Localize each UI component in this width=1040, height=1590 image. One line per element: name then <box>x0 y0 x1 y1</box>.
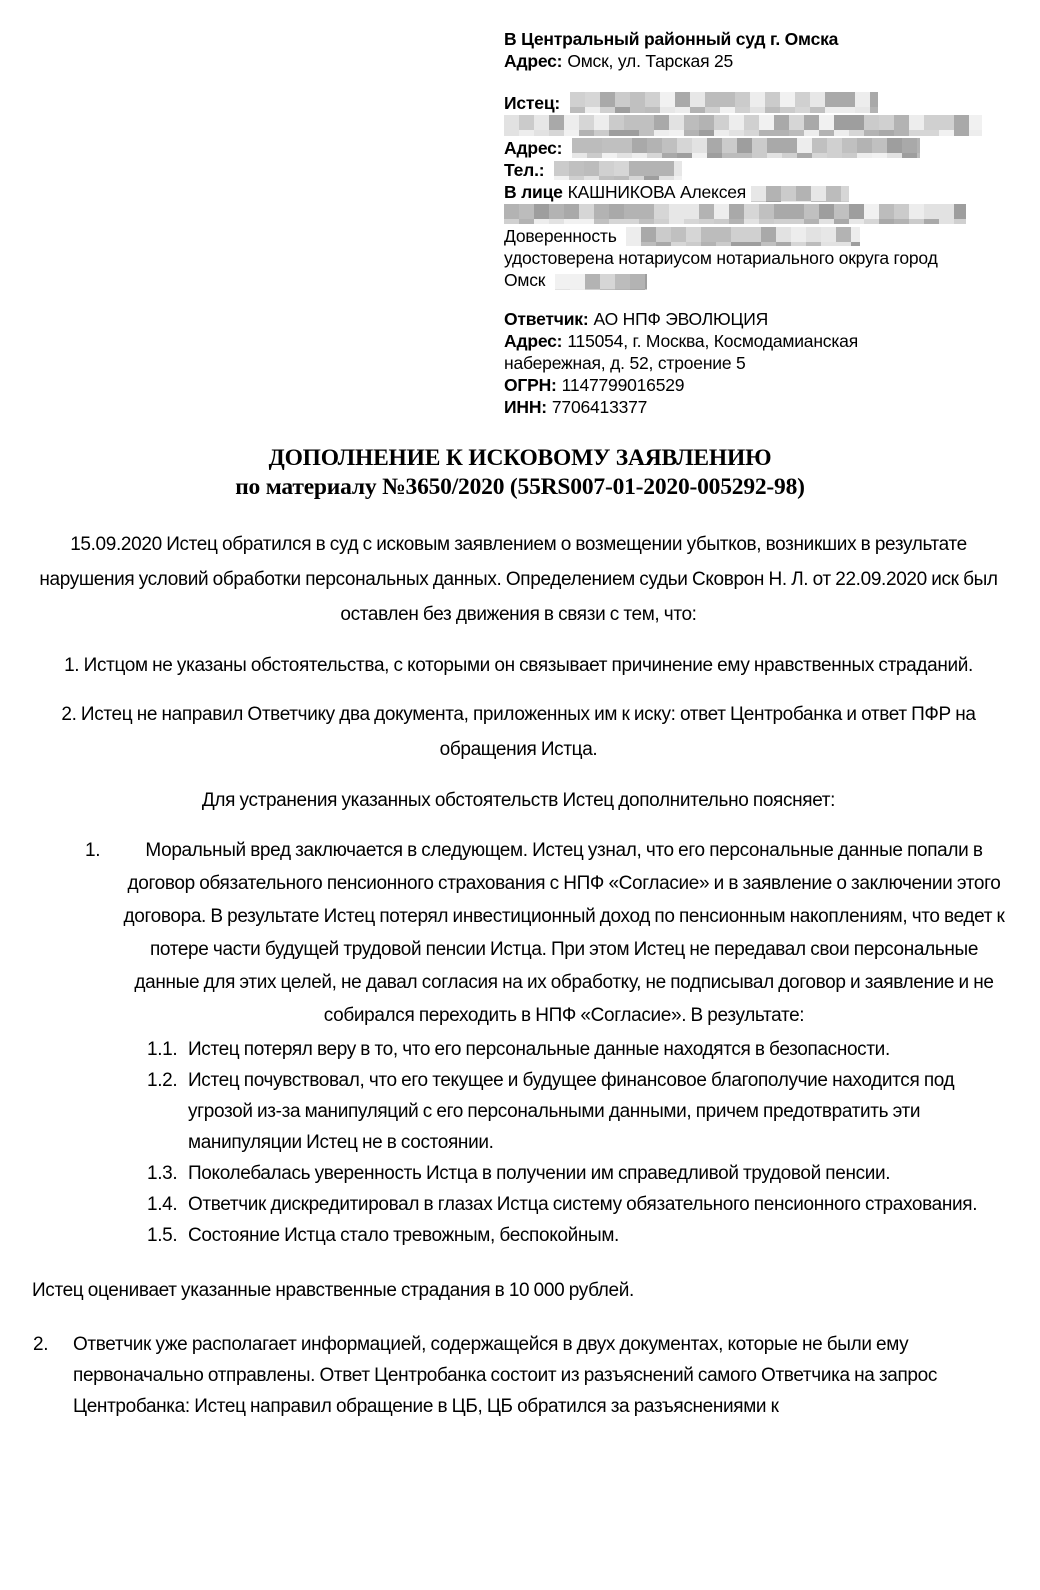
defect-paragraph-1: 1. Истцом не указаны обстоятельства, с которыми он связывает причинение ему нравственных страданий. <box>64 655 973 676</box>
poa-city-redaction <box>555 274 647 290</box>
plaintiff-address-line <box>504 137 990 159</box>
plaintiff-phone-redaction <box>554 161 682 180</box>
sublist <box>147 1034 1005 1251</box>
plaintiff-line <box>504 92 990 114</box>
court-address-label: Адрес: <box>504 51 563 71</box>
sublist-item-1-3-number: 1.3. <box>147 1163 178 1184</box>
representative-label: В лице <box>504 182 563 202</box>
plaintiff-address-label: Адрес: <box>504 138 563 158</box>
document-title-line2: по материалу №3650/2020 (55RS007-01-2020-005292-98) <box>235 474 805 500</box>
poa-city-line <box>504 269 990 291</box>
sublist-item-1-1-text: Истец потерял веру в то, что его персональные данные находятся в безопасности. <box>188 1039 890 1060</box>
poa-redaction <box>626 227 860 246</box>
sublist-item-1-2-number: 1.2. <box>147 1070 178 1091</box>
plaintiff-label: Истец: <box>504 93 560 113</box>
sublist-item-1-4 <box>147 1189 1005 1220</box>
sublist-item-1-4-text: Ответчик дискредитировал в глазах Истца систему обязательного пенсионного страхования. <box>188 1194 978 1215</box>
court-address-line <box>504 50 990 72</box>
defendant-label: Ответчик: <box>504 309 589 329</box>
sublist-item-1-1 <box>147 1034 1005 1065</box>
document-title-line1: ДОПОЛНЕНИЕ К ИСКОВОМУ ЗАЯВЛЕНИЮ <box>268 445 772 471</box>
poa-notary-line: удостоверена нотариусом нотариального округа город <box>504 248 938 268</box>
representative-redaction <box>751 186 849 202</box>
intro-paragraph: 15.09.2020 Истец обратился в суд с исковым заявлением о возмещении убытков, возникших в результате нарушения условий обработки персональных данных. Определением судьи Сковрон Н. Л. от 22.09.2020 иск был оставлен без движения в связи с тем, что: <box>39 534 998 625</box>
poa-label: Доверенность <box>504 226 617 246</box>
defendant-line <box>504 308 990 330</box>
plaintiff-address-redaction <box>572 138 920 158</box>
sublist-item-1-3 <box>147 1158 1005 1189</box>
ogrn-value: 1147799016529 <box>561 375 685 395</box>
list-item-1-text: Моральный вред заключается в следующем. Истец узнал, что его персональные данные попали в договор обязательного пенсионного страхования с НПФ «Согласие» и в заявление о заключении этого договора. В результате Истец потерял инвестиционный доход по пенсионным накоплениям, что ведет к потере части будущей трудовой пенсии Истца. При этом Истец не передавал свои персональные данные для этих целей, не давал согласия на их обработку, не подписывал договор и заявление и не собирался переходить в НПФ «Согласие». В результате: <box>123 840 1005 1026</box>
ogrn-line <box>504 374 990 396</box>
representative-redaction-row <box>504 204 966 224</box>
sublist-item-1-2 <box>147 1065 1005 1158</box>
court-address-value: Омск, ул. Тарская 25 <box>567 51 734 71</box>
list-item-1-number: 1. <box>85 840 101 861</box>
list-item-2-text: Ответчик уже располагает информацией, содержащейся в двух документах, которые не были ему первоначально отправлены. Ответ Центробанка состоит из разъяснений самого Ответчика на запрос Центробанка: Истец направил обращение в ЦБ, ЦБ обратился за разъяснениями к <box>73 1334 938 1417</box>
spacer <box>504 72 990 92</box>
sublist-item-1-5-text: Состояние Истца стало тревожным, беспокойным. <box>188 1225 619 1246</box>
court-name: В Центральный районный суд г. Омска <box>504 29 839 49</box>
sublist-item-1-3-text: Поколебалась уверенность Истца в получении им справедливой трудовой пенсии. <box>188 1163 891 1184</box>
plaintiff-redaction <box>570 92 878 113</box>
plaintiff-redaction-row <box>504 115 982 136</box>
poa-line <box>504 225 990 247</box>
defendant-name: АО НПФ ЭВОЛЮЦИЯ <box>593 309 769 329</box>
representative-line <box>504 181 990 203</box>
inn-label: ИНН: <box>504 397 547 417</box>
sublist-item-1-2-text: Истец почувствовал, что его текущее и будущее финансовое благополучие находится под угрозой из-за манипуляций с его персональными данными, причем предотвратить эти манипуляции Истец не в состоянии. <box>188 1070 955 1153</box>
list-item-2 <box>32 1329 1005 1422</box>
inn-value: 7706413377 <box>551 397 648 417</box>
ogrn-label: ОГРН: <box>504 375 557 395</box>
defect-paragraph-2: 2. Истец не направил Ответчику два документа, приложенных им к иску: ответ Центробанка и ответ ПФР на обращения Истца. <box>61 704 976 760</box>
representative-name: КАШНИКОВА Алексея <box>567 182 747 202</box>
plaintiff-phone-label: Тел.: <box>504 160 545 180</box>
sublist-item-1-5 <box>147 1220 1005 1251</box>
poa-city: Омск <box>504 270 546 290</box>
document-title <box>0 444 1040 502</box>
defendant-address-label: Адрес: <box>504 331 563 351</box>
defendant-address-line <box>504 330 924 374</box>
inn-line <box>504 396 990 418</box>
list-item-1 <box>32 834 1005 1032</box>
plaintiff-phone-line <box>504 159 990 181</box>
defendant-address-value: 115054, г. Москва, Космодамианская набережная, д. 52, строение 5 <box>504 331 858 373</box>
spacer <box>504 291 990 308</box>
sublist-item-1-4-number: 1.4. <box>147 1194 178 1215</box>
list-item-2-number: 2. <box>33 1334 49 1355</box>
sublist-item-1-5-number: 1.5. <box>147 1225 178 1246</box>
document-body <box>32 527 1005 1422</box>
damages-paragraph: Истец оценивает указанные нравственные страдания в 10 000 рублей. <box>32 1280 634 1301</box>
clarification-intro: Для устранения указанных обстоятельств Истец дополнительно поясняет: <box>201 790 836 811</box>
sublist-item-1-1-number: 1.1. <box>147 1039 178 1060</box>
header-address-block <box>504 28 990 418</box>
